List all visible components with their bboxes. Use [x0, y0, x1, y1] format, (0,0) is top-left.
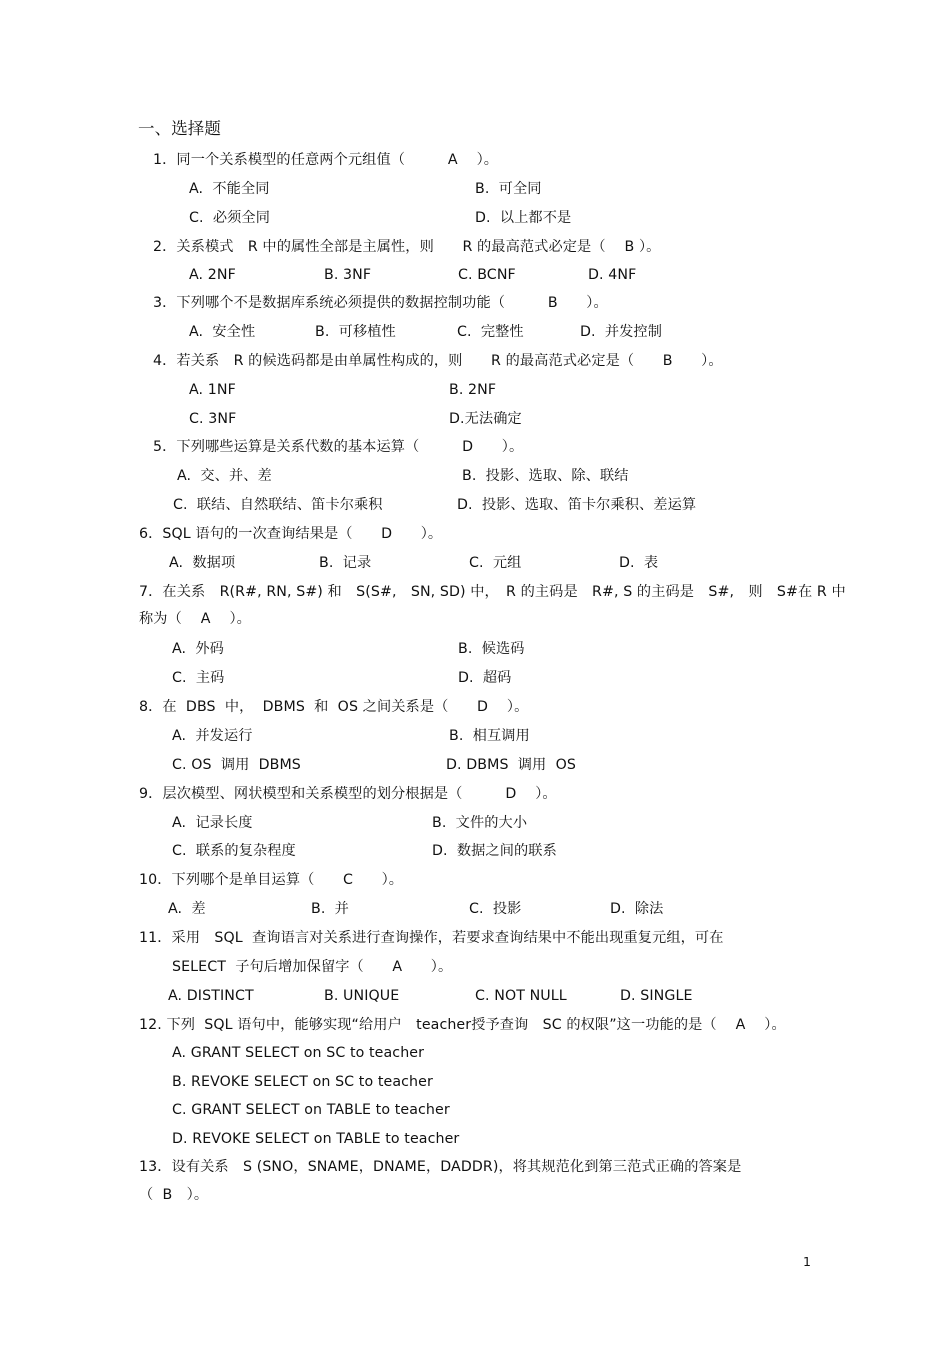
question-12-option-b: B. REVOKE SELECT on SC to teacher [172, 1074, 433, 1090]
question-9-option-b: B. 文件的大小 [432, 815, 528, 831]
question-8-option-d: D. DBMS 调用 OS [446, 757, 576, 773]
question-9-option-a: A. 记录长度 [172, 815, 253, 831]
question-6-stem: 6．SQL 语句的一次查询结果是（ D ）。 [139, 526, 443, 542]
question-10-option-a: A. 差 [168, 901, 206, 917]
question-12-stem: 12. 下列 SQL 语句中，能够实现“给用户 teacher授予查询 SC 的权限”这一功能的是（ A ）。 [139, 1017, 786, 1033]
question-11-option-a: A. DISTINCT [168, 988, 254, 1004]
question-7-stem-continued: 称为（ A ）。 [139, 611, 251, 627]
question-13-stem-continued: （ B ）。 [139, 1187, 209, 1203]
question-10-option-c: C. 投影 [469, 901, 522, 917]
question-3-option-d: D. 并发控制 [580, 324, 663, 340]
question-2-option-a: A. 2NF [189, 267, 236, 283]
question-12-option-a: A. GRANT SELECT on SC to teacher [172, 1045, 425, 1061]
question-7-option-d: D. 超码 [458, 670, 512, 686]
question-6-option-d: D. 表 [619, 555, 659, 571]
question-11-stem-continued: SELECT 子句后增加保留字（ A ）。 [172, 959, 453, 975]
question-2-option-c: C. BCNF [458, 267, 516, 283]
question-8-option-a: A. 并发运行 [172, 728, 253, 744]
question-4-option-a: A. 1NF [189, 382, 236, 398]
page-number: 1 [803, 1254, 812, 1269]
question-4-stem: 4．若关系 R 的候选码都是由单属性构成的，则 R 的最高范式必定是（ B ）。 [153, 353, 723, 369]
question-1-option-c: C. 必须全同 [189, 210, 270, 226]
question-8-option-c: C. OS 调用 DBMS [172, 757, 301, 773]
question-6-option-c: C. 元组 [469, 555, 522, 571]
question-6-option-a: A. 数据项 [169, 555, 236, 571]
question-5-option-c: C. 联结、自然联结、笛卡尔乘积 [173, 497, 383, 513]
question-6-option-b: B. 记录 [319, 555, 372, 571]
question-4-option-c: C. 3NF [189, 411, 237, 427]
question-8-option-b: B. 相互调用 [449, 728, 530, 744]
question-3-option-a: A. 安全性 [189, 324, 256, 340]
question-12-option-c: C. GRANT SELECT on TABLE to teacher [172, 1102, 450, 1118]
question-1-option-a: A. 不能全同 [189, 181, 270, 197]
question-13-stem: 13．设有关系 S (SNO，SNAME，DNAME，DADDR)，将其规范化到第三范式正确的答案是 [139, 1159, 742, 1175]
question-5-option-a: A. 交、并、差 [177, 468, 272, 484]
question-3-option-b: B. 可移植性 [315, 324, 396, 340]
question-7-option-c: C. 主码 [172, 670, 225, 686]
question-1-stem: 1．同一个关系模型的任意两个元组值（ A ）。 [153, 152, 499, 168]
question-5-option-d: D. 投影、选取、笛卡尔乘积、差运算 [457, 497, 697, 513]
question-10-option-d: D. 除法 [610, 901, 664, 917]
question-4-option-d: D.无法确定 [449, 411, 522, 427]
question-12-option-d: D. REVOKE SELECT on TABLE to teacher [172, 1131, 460, 1147]
question-1-option-b: B. 可全同 [475, 181, 542, 197]
question-11-option-c: C. NOT NULL [475, 988, 567, 1004]
question-7-option-b: B. 候选码 [458, 641, 525, 657]
question-2-option-d: D. 4NF [588, 267, 637, 283]
question-1-option-d: D. 以上都不是 [475, 210, 572, 226]
question-9-stem: 9．层次模型、网状模型和关系模型的划分根据是（ D ）。 [139, 786, 557, 802]
question-2-stem: 2．关系模式 R 中的属性全部是主属性，则 R 的最高范式必定是（ B ）。 [153, 239, 661, 255]
question-11-option-d: D. SINGLE [620, 988, 693, 1004]
question-4-option-b: B. 2NF [449, 382, 497, 398]
question-5-option-b: B. 投影、选取、除、联结 [462, 468, 629, 484]
question-7-stem: 7．在关系 R(R#, RN, S#) 和 S(S#, SN, SD) 中， R 的主码是 R#, S 的主码是 S#, 则 S#在 R 中 [139, 584, 846, 600]
question-10-option-b: B. 并 [311, 901, 349, 917]
question-8-stem: 8．在 DBS 中， DBMS 和 OS 之间关系是（ D ）。 [139, 699, 529, 715]
section-title: 一、选择题 [138, 119, 221, 138]
question-9-option-c: C. 联系的复杂程度 [172, 843, 296, 859]
question-11-stem: 11．采用 SQL 查询语言对关系进行查询操作，若要求查询结果中不能出现重复元组，可在 [139, 930, 724, 946]
question-7-option-a: A. 外码 [172, 641, 224, 657]
question-11-option-b: B. UNIQUE [324, 988, 400, 1004]
question-10-stem: 10．下列哪个是单目运算（ C ）。 [139, 872, 404, 888]
question-9-option-d: D. 数据之间的联系 [432, 843, 557, 859]
question-3-stem: 3．下列哪个不是数据库系统必须提供的数据控制功能（ B ）。 [153, 295, 608, 311]
question-5-stem: 5．下列哪些运算是关系代数的基本运算（ D ）。 [153, 439, 524, 455]
question-2-option-b: B. 3NF [324, 267, 372, 283]
question-3-option-c: C. 完整性 [457, 324, 524, 340]
